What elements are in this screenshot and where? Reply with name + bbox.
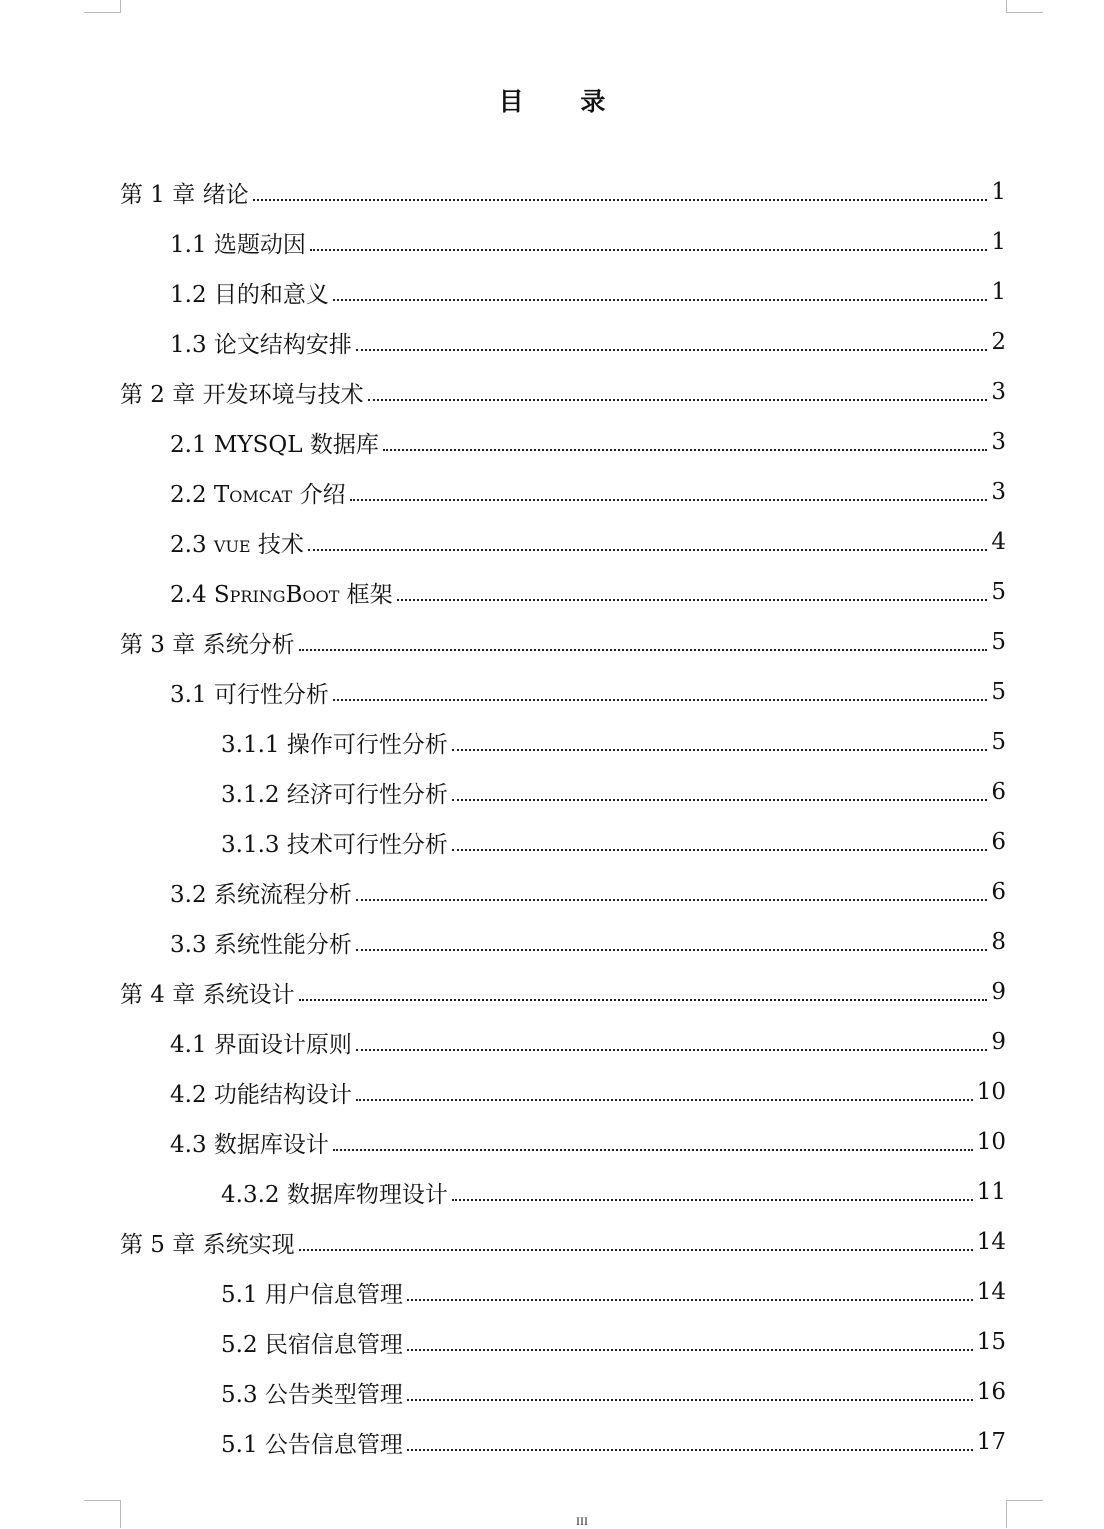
- toc-entry[interactable]: [0, 1317, 1104, 1367]
- toc-entry-page: 3: [991, 479, 1006, 505]
- toc-entry[interactable]: [0, 267, 1104, 317]
- toc-entry-label: 4.3 数据库设计: [170, 1131, 329, 1158]
- toc-entry[interactable]: [0, 317, 1104, 367]
- toc-entry-page: 6: [991, 829, 1006, 855]
- toc-entry[interactable]: [0, 1417, 1104, 1467]
- toc-entry[interactable]: [0, 1217, 1104, 1267]
- footer-page-number: III: [576, 1514, 588, 1528]
- dot-leader: [397, 599, 988, 601]
- toc-entry-page: 17: [976, 1429, 1006, 1455]
- toc-entry-label: 第 2 章 开发环境与技术: [120, 381, 364, 408]
- toc-entry[interactable]: [0, 367, 1104, 417]
- toc-entry-page: 5: [991, 729, 1006, 755]
- toc-entry-page: 9: [991, 1029, 1006, 1055]
- toc-entry[interactable]: [0, 1367, 1104, 1417]
- dot-leader: [452, 799, 988, 801]
- toc-entry[interactable]: [0, 617, 1104, 667]
- toc-entry-page: 5: [991, 579, 1006, 605]
- toc-entry-page: 1: [991, 179, 1006, 205]
- toc-entry-label: 第 4 章 系统设计: [120, 981, 295, 1008]
- toc-entry-page: 14: [976, 1279, 1006, 1305]
- toc-entry-label: 第 3 章 系统分析: [120, 631, 295, 658]
- toc-entry-label: 5.3 公告类型管理: [221, 1381, 403, 1408]
- toc-entry-label: 4.1 界面设计原则: [170, 1031, 352, 1058]
- toc-entry-label: 5.1 公告信息管理: [221, 1431, 403, 1458]
- toc-entry-label: 2.2 Tomcat 介绍: [170, 481, 346, 508]
- toc-entry[interactable]: [0, 867, 1104, 917]
- dot-leader: [407, 1449, 973, 1451]
- toc-entry-page: 16: [976, 1379, 1006, 1405]
- toc-entry-label: 第 1 章 绪论: [120, 181, 249, 208]
- toc-entry-label: 2.4 SpringBoot 框架: [170, 581, 393, 608]
- toc-entry-page: 3: [991, 379, 1006, 405]
- toc-entry[interactable]: [0, 817, 1104, 867]
- toc-entry[interactable]: [0, 1067, 1104, 1117]
- toc-entry-label: 1.1 选题动因: [170, 231, 306, 258]
- dot-leader: [299, 1249, 973, 1251]
- toc-entry-label: 2.1 MYSQL 数据库: [170, 431, 379, 458]
- toc-entry[interactable]: [0, 217, 1104, 267]
- toc-entry-page: 14: [976, 1229, 1006, 1255]
- dot-leader: [452, 849, 988, 851]
- toc-entry[interactable]: [0, 417, 1104, 467]
- toc-entry-label: 3.2 系统流程分析: [170, 881, 352, 908]
- toc-entry[interactable]: [0, 667, 1104, 717]
- dot-leader: [452, 1199, 973, 1201]
- toc-entry[interactable]: [0, 1017, 1104, 1067]
- toc-entry-page: 10: [976, 1079, 1006, 1105]
- dot-leader: [356, 949, 987, 951]
- dot-leader: [407, 1349, 973, 1351]
- toc-entry[interactable]: [0, 917, 1104, 967]
- toc-entry-page: 8: [991, 929, 1006, 955]
- toc-entry-page: 1: [991, 279, 1006, 305]
- toc-entry-page: 9: [991, 979, 1006, 1005]
- toc-entry-page: 11: [976, 1179, 1006, 1205]
- toc-entry-label: 1.3 论文结构安排: [170, 331, 352, 358]
- toc-entry[interactable]: [0, 1117, 1104, 1167]
- toc-entry-page: 2: [991, 329, 1006, 355]
- toc-entry-label: 第 5 章 系统实现: [120, 1231, 295, 1258]
- dot-leader: [356, 349, 987, 351]
- toc-entry-label: 2.3 vue 技术: [170, 531, 304, 558]
- table-of-contents: [0, 167, 1104, 1467]
- toc-entry-label: 3.1.3 技术可行性分析: [221, 831, 448, 858]
- toc-entry-label: 4.2 功能结构设计: [170, 1081, 352, 1108]
- dot-leader: [308, 549, 987, 551]
- toc-entry[interactable]: [0, 1267, 1104, 1317]
- toc-entry-label: 5.2 民宿信息管理: [221, 1331, 403, 1358]
- toc-entry[interactable]: [0, 1167, 1104, 1217]
- dot-leader: [299, 649, 988, 651]
- dot-leader: [356, 1049, 987, 1051]
- toc-entry-label: 5.1 用户信息管理: [221, 1281, 403, 1308]
- crop-mark-top-left: [84, 0, 121, 13]
- toc-entry-page: 10: [976, 1129, 1006, 1155]
- dot-leader: [333, 1149, 973, 1151]
- dot-leader: [253, 199, 988, 201]
- toc-entry-label: 3.1.1 操作可行性分析: [221, 731, 448, 758]
- toc-entry-label: 1.2 目的和意义: [170, 281, 329, 308]
- dot-leader: [407, 1399, 973, 1401]
- toc-entry[interactable]: [0, 717, 1104, 767]
- dot-leader: [356, 1099, 973, 1101]
- dot-leader: [452, 749, 988, 751]
- dot-leader: [407, 1299, 973, 1301]
- toc-entry-page: 1: [991, 229, 1006, 255]
- toc-entry-label: 3.1 可行性分析: [170, 681, 329, 708]
- dot-leader: [299, 999, 988, 1001]
- toc-entry-page: 5: [991, 679, 1006, 705]
- dot-leader: [356, 899, 987, 901]
- dot-leader: [333, 699, 987, 701]
- dot-leader: [350, 499, 988, 501]
- toc-entry[interactable]: [0, 967, 1104, 1017]
- toc-entry[interactable]: [0, 517, 1104, 567]
- toc-entry-page: 15: [976, 1329, 1006, 1355]
- toc-entry-page: 6: [991, 779, 1006, 805]
- toc-entry-page: 4: [991, 529, 1006, 555]
- toc-entry-page: 5: [991, 629, 1006, 655]
- dot-leader: [333, 299, 987, 301]
- toc-entry-label: 3.3 系统性能分析: [170, 931, 352, 958]
- toc-entry[interactable]: [0, 167, 1104, 217]
- crop-mark-top-right: [1006, 0, 1043, 13]
- toc-entry-page: 6: [991, 879, 1006, 905]
- toc-entry-label: 4.3.2 数据库物理设计: [221, 1181, 448, 1208]
- toc-entry[interactable]: [0, 467, 1104, 517]
- toc-entry[interactable]: [0, 567, 1104, 617]
- toc-entry-label: 3.1.2 经济可行性分析: [221, 781, 448, 808]
- toc-entry[interactable]: [0, 767, 1104, 817]
- toc-entry-page: 3: [991, 429, 1006, 455]
- dot-leader: [310, 249, 987, 251]
- dot-leader: [368, 399, 988, 401]
- dot-leader: [383, 449, 988, 451]
- toc-title: 目 录: [498, 87, 630, 116]
